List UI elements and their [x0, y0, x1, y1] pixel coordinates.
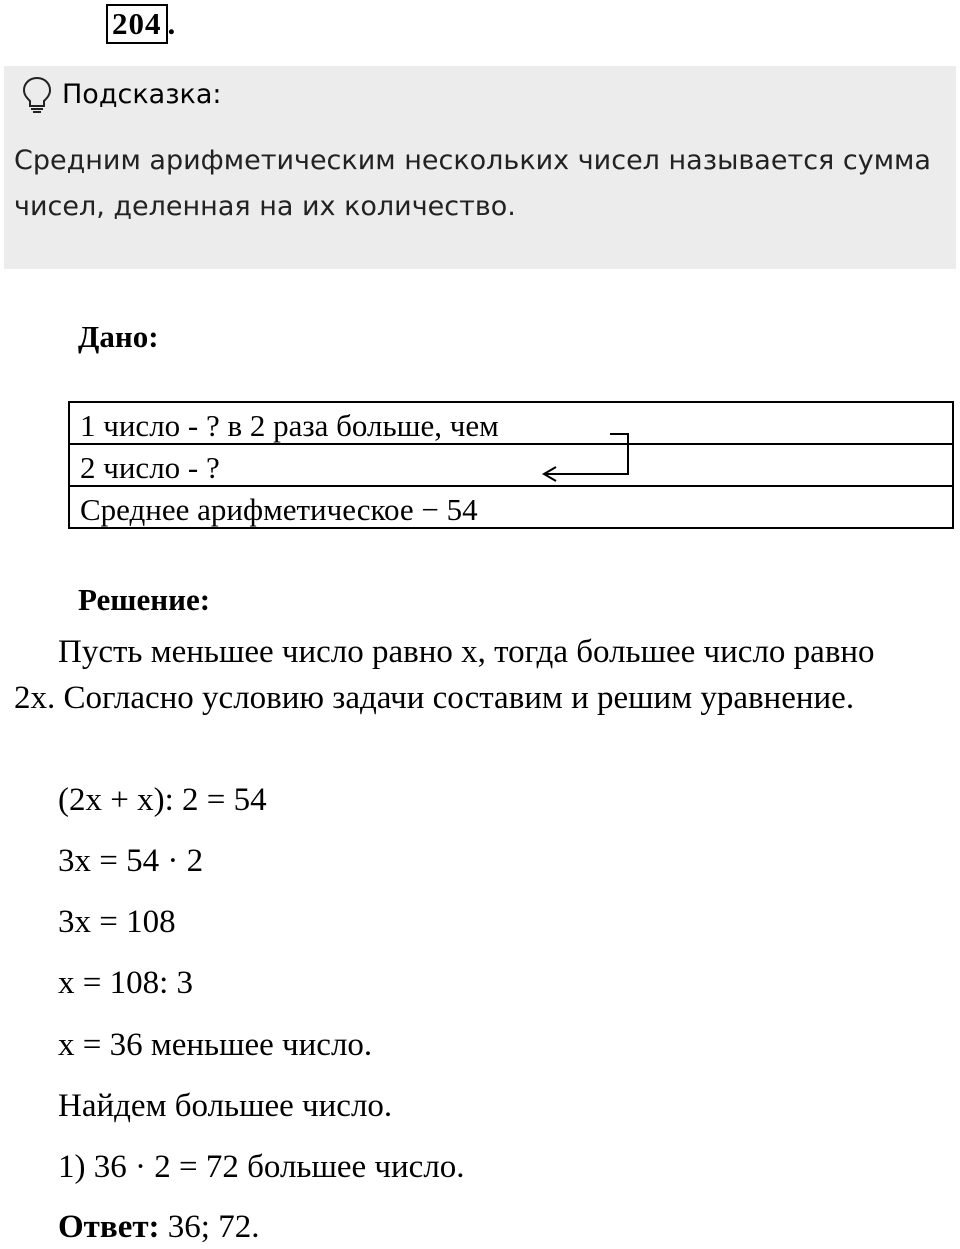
given-table — [68, 401, 954, 529]
equation-line-4: x = 108: 3 — [58, 965, 194, 1001]
equation-line-5: x = 36 меньшее число. — [58, 1027, 373, 1063]
answer-line — [58, 1206, 259, 1248]
hint-box — [4, 66, 956, 269]
hint-text: Средним арифметическим нескольких чисел называется сумма чисел, деленная на их количество. — [14, 145, 931, 222]
given-row-first-number: 1 число - ? в 2 раза больше, чем — [70, 403, 952, 445]
solution-heading: Решение: — [78, 582, 211, 617]
relation-arrow-icon — [536, 430, 636, 484]
given-heading: Дано: — [78, 319, 159, 354]
task-number-box: 204 — [106, 4, 168, 44]
solution-paragraph: Пусть меньшее число равно x, тогда большее число равно 2x. Согласно условию задачи составим и решим уравнение. — [14, 634, 875, 716]
answer-label: Ответ: — [58, 1209, 160, 1245]
task-number — [106, 4, 175, 42]
hint-title: Подсказка: — [62, 79, 222, 110]
lightbulb-icon — [20, 76, 54, 114]
given-row-second-number: 2 число - ? — [70, 445, 952, 487]
given-row-average: Среднее арифметическое − 54 — [80, 492, 478, 527]
task-number-suffix: . — [167, 6, 176, 41]
find-larger-text: Найдем большее число. — [58, 1088, 393, 1124]
equation-line-6: 1) 36 · 2 = 72 большее число. — [58, 1149, 465, 1185]
equation-line-3: 3x = 108 — [58, 904, 176, 940]
equation-line-2: 3x = 54 · 2 — [58, 843, 204, 879]
answer-value: 36; 72. — [159, 1209, 260, 1245]
equation-line-1: (2x + x): 2 = 54 — [58, 782, 267, 818]
